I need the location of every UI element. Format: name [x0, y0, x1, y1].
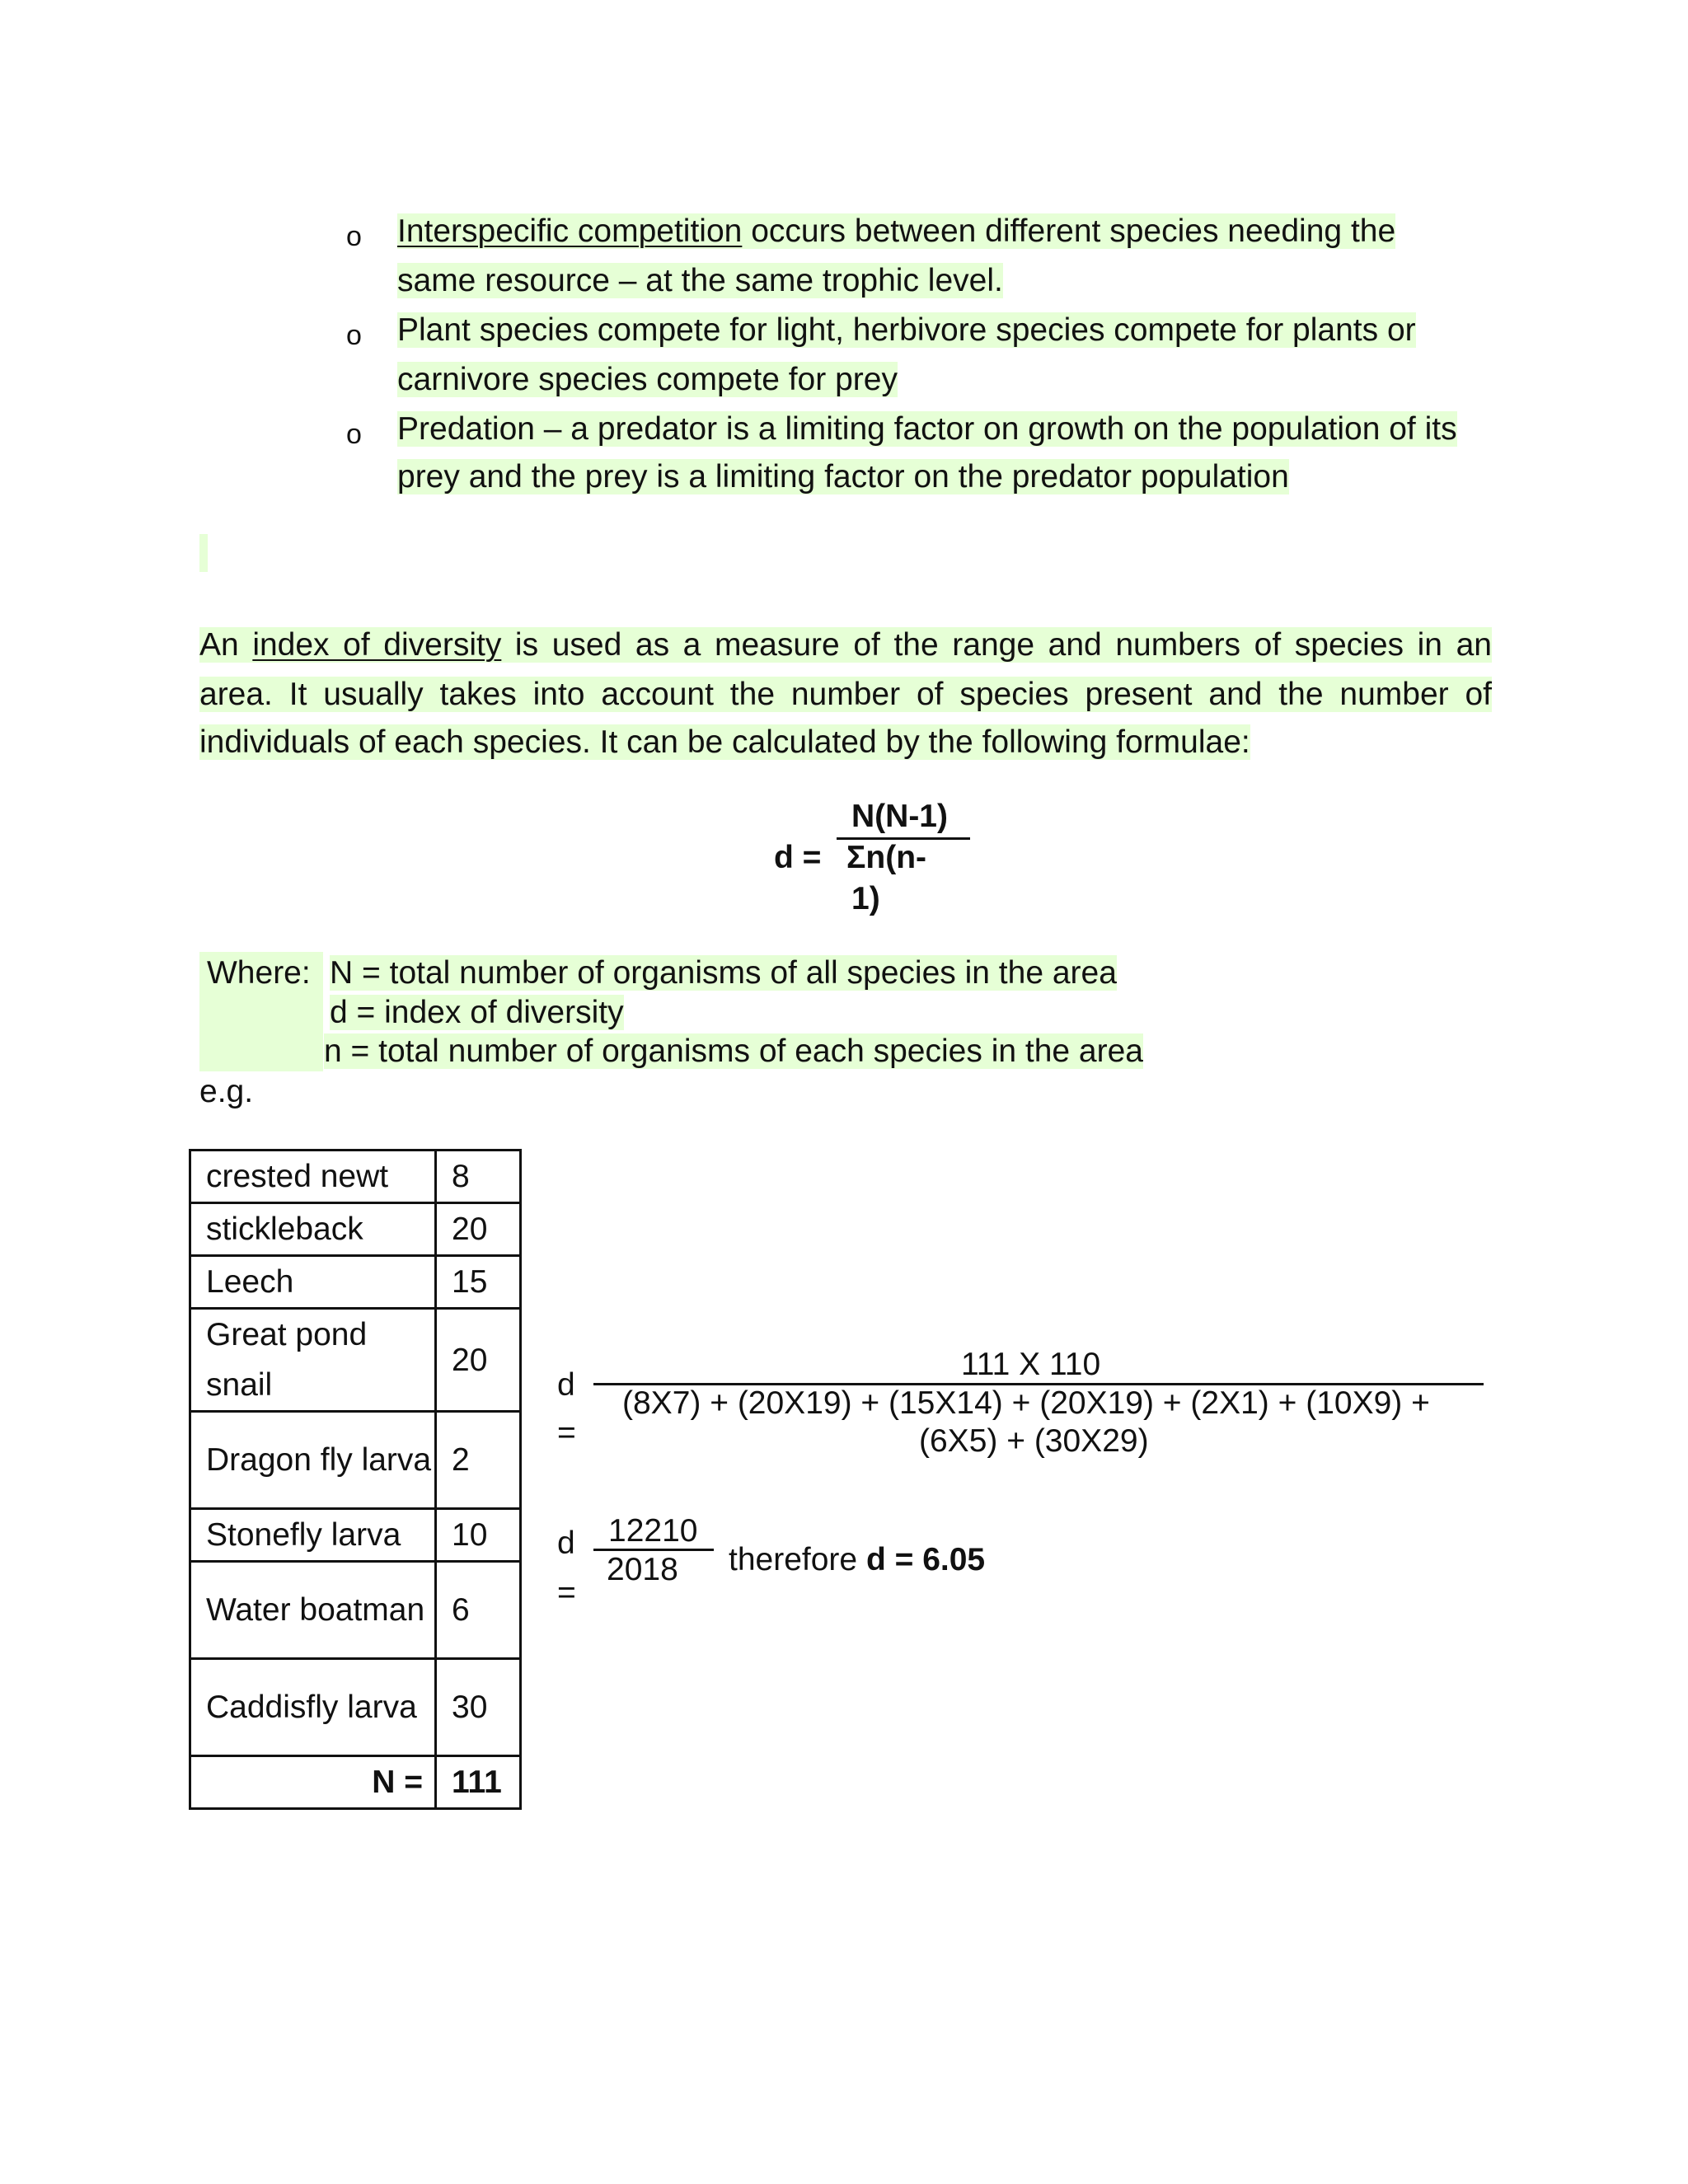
intro-line-1	[199, 621, 1492, 669]
total-value: 111	[436, 1756, 521, 1809]
bullet-text: occurs between different species needing the	[742, 213, 1396, 249]
species-count: 15	[436, 1256, 521, 1309]
intro-text: area. It usually takes into account the number of species present and the number of	[199, 677, 1492, 712]
species-name: crested newt	[190, 1151, 436, 1203]
bullet-3-line-1	[397, 405, 1457, 453]
species-count: 20	[436, 1309, 521, 1412]
bullet-text: Predation – a predator is a limiting factor on growth on the population of its	[397, 411, 1457, 447]
table-total-row	[190, 1756, 521, 1809]
bullet-text: Plant species compete for light, herbivore species compete for plants or	[397, 312, 1416, 348]
bullet-marker: o	[346, 320, 362, 351]
species-name: Great pond snail	[190, 1309, 436, 1412]
total-label: N =	[190, 1756, 436, 1809]
species-count: 10	[436, 1509, 521, 1562]
species-table	[189, 1149, 522, 1810]
table-row	[190, 1309, 521, 1412]
intro-line-3	[199, 719, 1492, 766]
species-count: 20	[436, 1203, 521, 1256]
index-of-diversity-term: index of diversity	[252, 627, 502, 663]
intro-text: An	[199, 627, 253, 663]
calc2-d: d	[557, 1526, 575, 1561]
where-line-2: d = index of diversity	[330, 995, 624, 1030]
bullet-text: carnivore species compete for prey	[397, 362, 898, 397]
formula-denominator-2: 1)	[851, 881, 880, 916]
calc2-result-line	[729, 1541, 985, 1579]
formula-lhs: d =	[774, 840, 822, 875]
table-row	[190, 1509, 521, 1562]
bullet-text: prey and the prey is a limiting factor on the predator population	[397, 459, 1289, 494]
bullet-marker: o	[346, 221, 362, 252]
species-name: Leech	[190, 1256, 436, 1309]
table-row	[190, 1412, 521, 1509]
table-row	[190, 1659, 521, 1756]
calc2-denominator: 2018	[607, 1552, 678, 1587]
bullet-3-line-2	[397, 453, 1289, 501]
calc2-eq: =	[557, 1575, 576, 1610]
bullet-2-line-2	[397, 356, 898, 404]
eg-label: e.g.	[199, 1074, 254, 1109]
species-name: Dragon fly larva	[190, 1412, 436, 1509]
calc1-denominator-1: (8X7) + (20X19) + (15X14) + (20X19) + (2X1) + (10X9) +	[622, 1385, 1430, 1421]
calc1-eq: =	[557, 1415, 576, 1451]
species-count: 2	[436, 1412, 521, 1509]
calc1-numerator: 111 X 110	[961, 1347, 1101, 1382]
formula-numerator: N(N-1)	[851, 799, 948, 834]
highlight-mark	[199, 534, 208, 572]
table-row	[190, 1151, 521, 1203]
diversity-result: d = 6.05	[865, 1542, 986, 1577]
intro-text: is used as a measure of the range and numbers of species in an	[501, 627, 1492, 663]
calc2-numerator: 12210	[608, 1513, 698, 1549]
bullet-text: same resource – at the same trophic level.	[397, 263, 1003, 298]
where-line-3: n = total number of organisms of each species in the area	[324, 1033, 1143, 1069]
intro-text: individuals of each species. It can be calculated by the following formulae:	[199, 724, 1250, 760]
formula-denominator-1: Σn(n-	[846, 840, 927, 875]
species-name: Water boatman	[190, 1562, 436, 1659]
species-count: 6	[436, 1562, 521, 1659]
species-count: 30	[436, 1659, 521, 1756]
where-line-1: N = total number of organisms of all species in the area	[330, 955, 1117, 991]
interspecific-competition-term: Interspecific competition	[397, 213, 743, 249]
calc1-denominator-2: (6X5) + (30X29)	[919, 1423, 1149, 1459]
species-count: 8	[436, 1151, 521, 1203]
table-row	[190, 1203, 521, 1256]
where-label: Where:	[207, 955, 311, 991]
table-row	[190, 1562, 521, 1659]
intro-line-2	[199, 671, 1492, 719]
table-row	[190, 1256, 521, 1309]
species-name: Stonefly larva	[190, 1509, 436, 1562]
bullet-marker: o	[346, 419, 362, 450]
bullet-1-line-1	[397, 208, 1395, 255]
calc1-d: d	[557, 1367, 575, 1403]
species-name: stickleback	[190, 1203, 436, 1256]
species-name: Caddisfly larva	[190, 1659, 436, 1756]
bullet-2-line-1	[397, 307, 1416, 354]
bullet-1-line-2	[397, 257, 1003, 305]
therefore-text: therefore	[729, 1542, 866, 1577]
